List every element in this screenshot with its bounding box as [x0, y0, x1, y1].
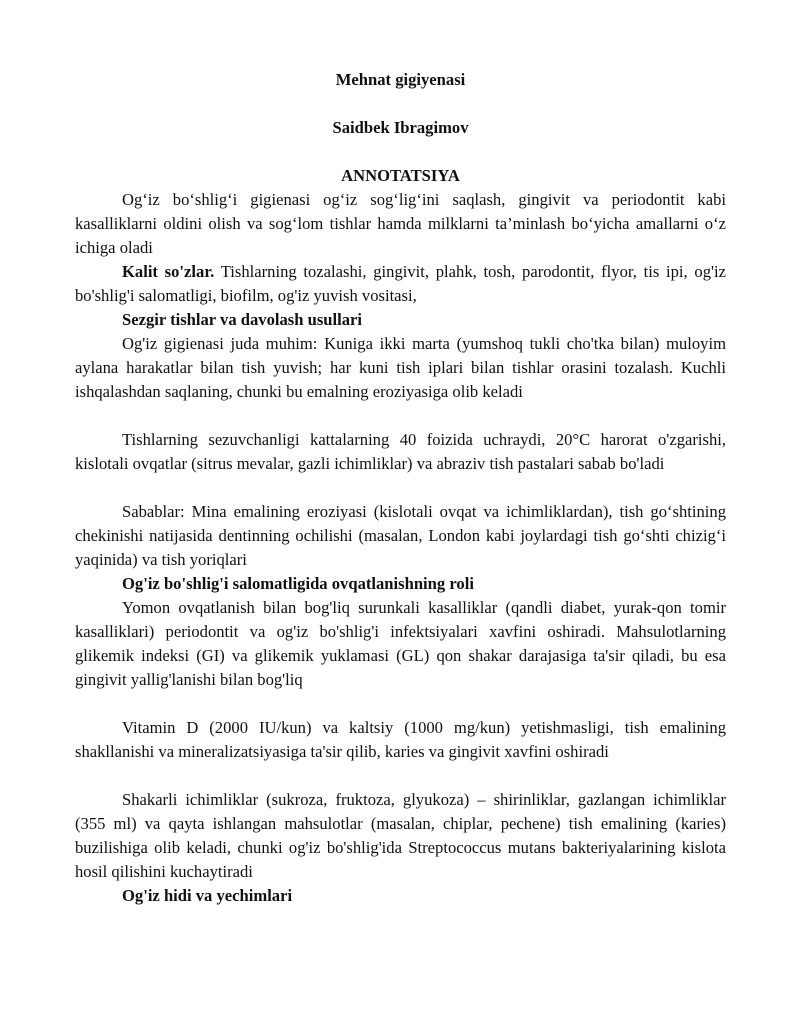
annotation-text: Og‘iz bo‘shlig‘i gigienasi og‘iz sog‘lig‘ini saqlash, gingivit va periodontit kabi kasalliklarni oldini olish va sog‘lom tishlar hamda milklarni ta’minlash bo‘yicha amallarni o‘z ichiga oladi: [75, 190, 726, 257]
keywords-label: Kalit so'zlar.: [122, 262, 215, 281]
section-heading-nutrition: Og'iz bo'shlig'i salomatligida ovqatlanishning roli: [122, 574, 474, 593]
document-page: [75, 68, 726, 908]
section2-paragraph-1: Yomon ovqatlanish bilan bog'liq surunkali kasalliklar (qandli diabet, yurak-qon tomir kasalliklari) periodontit va og'iz bo'shlig'i infektsiyalari xavfini oshiradi. Mahsulotlarning glikemik indeksi (GI) va glikemik yuklamasi (GL) qon shakar darajasiga ta'sir qiladi, bu esa gingivit yallig'lanishi bilan bog'liq: [75, 598, 726, 689]
section-heading-bad-breath: Og'iz hidi va yechimlari: [122, 886, 293, 905]
section2-paragraph-2: Vitamin D (2000 IU/kun) va kaltsiy (1000 mg/kun) yetishmasligi, tish emalining shakllanishi va mineralizatsiyasiga ta'sir qilib, karies va gingivit xavfini oshiradi: [75, 718, 726, 761]
section1-paragraph-2: Tishlarning sezuvchanligi kattalarning 40 foizida uchraydi, 20°C harorat o'zgarishi, kislotali ovqatlar (sitrus mevalar, gazli ichimliklar) va abraziv tish pastalari sabab bo'ladi: [75, 430, 726, 473]
annotation-heading: ANNOTATSIYA: [341, 166, 460, 185]
section1-paragraph-3: Sabablar: Mina emalining eroziyasi (kislotali ovqat va ichimliklardan), tish go‘shtining chekinishi natijasida dentinning ochilishi (masalan, London kabi joylardagi tish go‘shti chizig‘i yaqinida) va tish yoriqlari: [75, 502, 726, 569]
document-author: Saidbek Ibragimov: [332, 118, 469, 137]
keywords-paragraph: [75, 260, 726, 308]
keywords-text: Tishlarning tozalashi, gingivit, plahk, tosh, parodontit, flyor, tis ipi, og'iz bo'shlig'i salomatligi, biofilm, og'iz yuvish vositasi,: [75, 262, 726, 305]
document-title: Mehnat gigiyenasi: [335, 70, 466, 89]
section-heading-sensitive-teeth: Sezgir tishlar va davolash usullari: [122, 310, 363, 329]
section1-paragraph-1: Og'iz gigienasi juda muhim: Kuniga ikki marta (yumshoq tukli cho'tka bilan) muloyim aylana harakatlar bilan tish yuvish; har kuni tish iplari bilan tishlar orasini tozalash. Kuchli ishqalashdan saqlaning, chunki bu emalning eroziyasiga olib keladi: [75, 334, 726, 401]
section2-paragraph-3: Shakarli ichimliklar (sukroza, fruktoza, glyukoza) – shirinliklar, gazlangan ichimliklar (355 ml) va qayta ishlangan mahsulotlar (masalan, chiplar, pechene) tish emalining (karies) buzilishiga olib keladi, chunki og'iz bo'shlig'ida Streptococcus mutans bakteriyalarining kislota hosil qilishini kuchaytiradi: [75, 790, 726, 881]
